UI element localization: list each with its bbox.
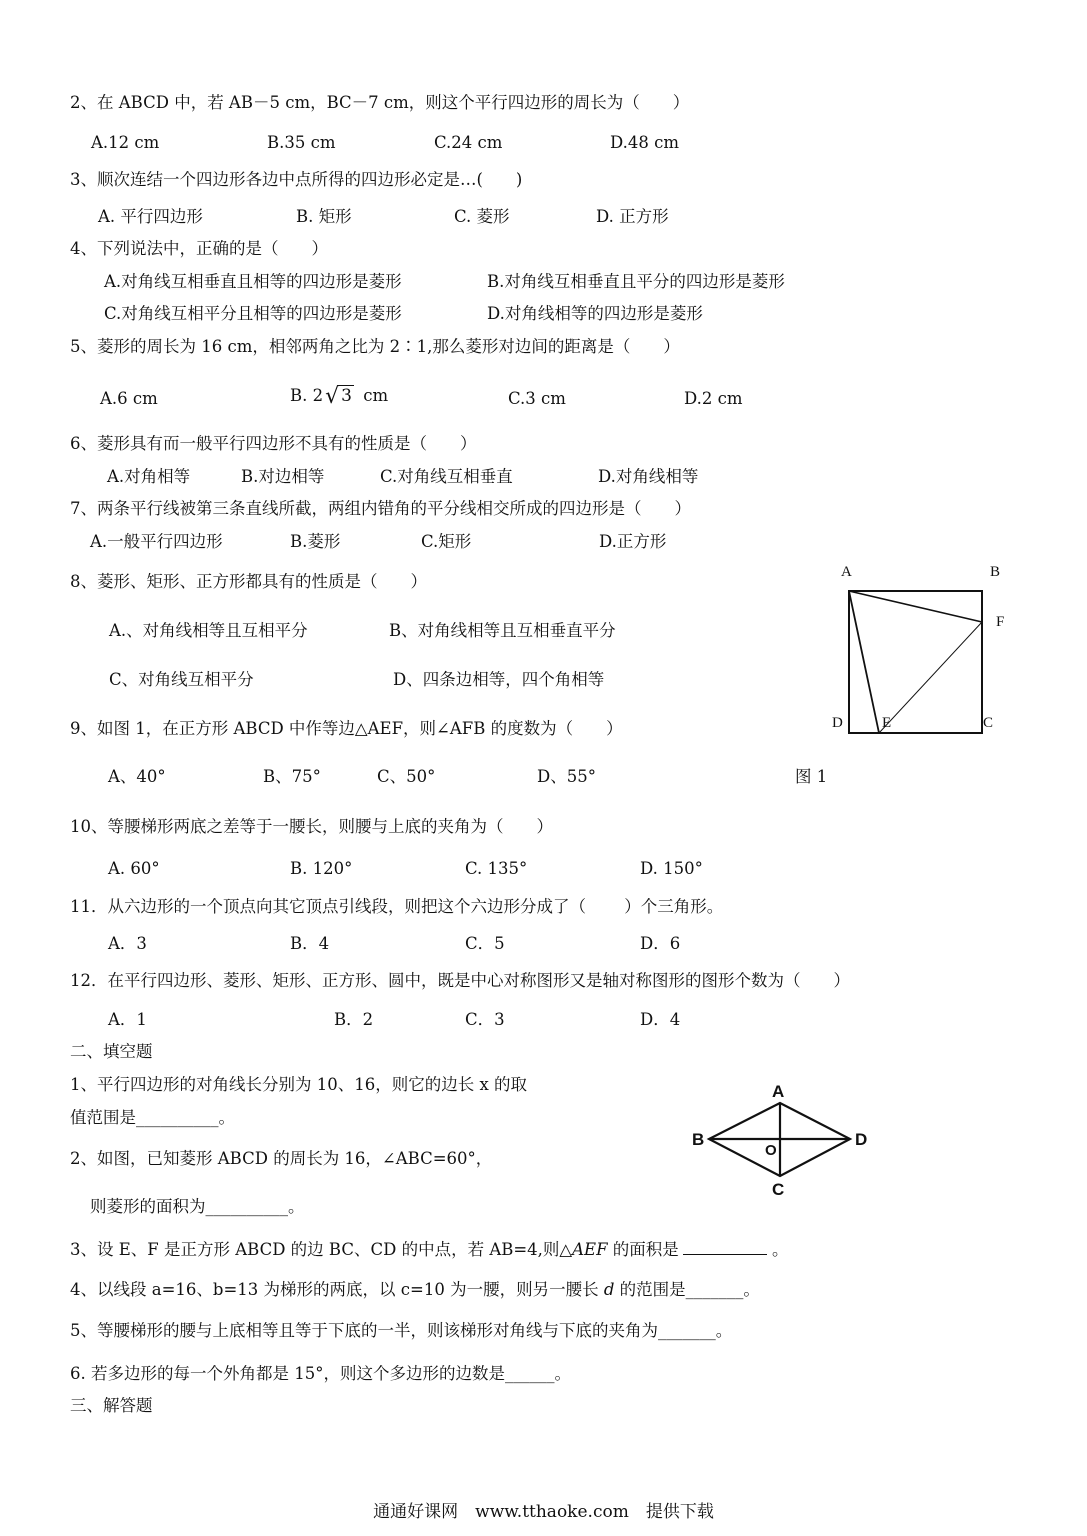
q6-option-d: D.对角线相等 xyxy=(598,467,699,486)
q5-option-b-unit: cm xyxy=(357,386,389,405)
fig2-label-b: B xyxy=(692,1130,705,1149)
q10-option-d: D. 150° xyxy=(640,859,703,878)
q6-option-a: A.对角相等 xyxy=(107,467,191,486)
q12-option-a: A．1 xyxy=(108,1010,147,1029)
q10-option-b: B. 120° xyxy=(290,859,353,878)
q5-option-d: D.2 cm xyxy=(684,389,743,408)
q4-option-c: C.对角线互相平分且相等的四边形是菱形 xyxy=(104,304,402,323)
fill-4 xyxy=(70,1280,760,1300)
fig1-label-f: F xyxy=(996,614,1005,630)
fill-1-line-1: 1、平行四边形的对角线长分别为 10、16，则它的边长 x 的取 xyxy=(70,1075,528,1094)
question-2-stem: 2、在 ABCD 中，若 AB－5 cm，BC－7 cm，则这个平行四边形的周长为（ ） xyxy=(70,93,690,112)
q3-option-c: C. 菱形 xyxy=(454,207,510,226)
fig1-label-a: A xyxy=(841,564,852,580)
q11-option-a: A．3 xyxy=(108,934,147,953)
fill-3-text-d: 。 xyxy=(766,1240,789,1259)
q11-option-d: D．6 xyxy=(640,934,681,953)
page-footer: 通通好课网 www.tthaoke.com 提供下载 xyxy=(373,1502,714,1522)
fig1-label-d: D xyxy=(832,715,843,731)
q5-option-b-prefix: B. 2 xyxy=(290,386,324,405)
fill-2-line-1: 2、如图，已知菱形 ABCD 的周长为 16，∠ABC=60°， xyxy=(70,1149,493,1168)
q5-option-c: C.3 cm xyxy=(508,389,566,408)
fill-2-line-2: 则菱形的面积为__________。 xyxy=(90,1197,305,1216)
fill-3-triangle-name: AEF xyxy=(572,1240,608,1259)
question-12-stem: 12．在平行四边形、菱形、矩形、正方形、圆中，既是中心对称图形又是轴对称图形的图形个数为（ ） xyxy=(70,971,850,990)
fill-3 xyxy=(70,1238,789,1260)
q8-option-b: B、对角线相等且互相垂直平分 xyxy=(389,621,616,640)
q8-option-a: A.、对角线相等且互相平分 xyxy=(109,621,308,640)
fig1-label-c: C xyxy=(983,715,994,731)
q12-option-c: C．3 xyxy=(465,1010,505,1029)
fill-3-answer-blank[interactable] xyxy=(683,1238,767,1255)
section-2-heading: 二、填空题 xyxy=(70,1042,153,1061)
q11-option-b: B．4 xyxy=(290,934,330,953)
fill-4-text-a: 4、以线段 a=16、b=13 为梯形的两底，以 c=10 为一腰，则另一腰长 xyxy=(70,1280,604,1299)
q2-option-b: B.35 cm xyxy=(267,133,336,152)
q7-option-a: A.一般平行四边形 xyxy=(90,532,223,551)
q7-option-b: B.菱形 xyxy=(290,532,341,551)
q9-option-d: D、55° xyxy=(537,767,596,786)
q3-option-b: B. 矩形 xyxy=(296,207,352,226)
fill-4-text-c: 的范围是_______。 xyxy=(614,1280,760,1299)
fill-1-line-2: 值范围是__________。 xyxy=(70,1108,235,1127)
q4-option-a: A.对角线互相垂直且相等的四边形是菱形 xyxy=(104,272,402,291)
q9-option-c: C、50° xyxy=(377,767,436,786)
q8-option-d: D、四条边相等，四个角相等 xyxy=(393,670,605,689)
q2-option-c: C.24 cm xyxy=(434,133,503,152)
q6-option-b: B.对边相等 xyxy=(241,467,325,486)
fig2-label-a: A xyxy=(772,1082,785,1101)
question-5-stem: 5、菱形的周长为 16 cm，相邻两角之比为 2∶1,那么菱形对边间的距离是（ ） xyxy=(70,337,680,356)
q2-option-a: A.12 cm xyxy=(91,133,160,152)
q10-option-a: A. 60° xyxy=(108,859,160,878)
q11-option-c: C．5 xyxy=(465,934,505,953)
question-9-stem: 9、如图 1，在正方形 ABCD 中作等边△AEF，则∠AFB 的度数为（ ） xyxy=(70,719,623,738)
q7-option-d: D.正方形 xyxy=(599,532,667,551)
question-11-stem: 11．从六边形的一个顶点向其它顶点引线段，则把这个六边形分成了（ ）个三角形。 xyxy=(70,897,724,916)
fill-3-text-a: 3、设 E、F 是正方形 ABCD 的边 BC、CD 的中点，若 AB=4,则△ xyxy=(70,1240,573,1259)
q7-option-c: C.矩形 xyxy=(421,532,472,551)
sqrt-radicand: 3 xyxy=(341,386,352,406)
fill-4-variable-d: d xyxy=(603,1280,615,1299)
question-4-stem: 4、下列说法中，正确的是（ ） xyxy=(70,239,328,258)
question-3-stem: 3、顺次连结一个四边形各边中点所得的四边形必定是…( ) xyxy=(70,170,523,189)
question-7-stem: 7、两条平行线被第三条直线所截，两组内错角的平分线相交所成的四边形是（ ） xyxy=(70,499,691,518)
q3-option-d: D. 正方形 xyxy=(596,207,669,226)
fig1-label-e: E xyxy=(882,715,892,731)
q2-option-d: D.48 cm xyxy=(610,133,680,152)
q12-option-b: B．2 xyxy=(334,1010,374,1029)
sqrt-symbol: √ 3 xyxy=(325,384,352,409)
question-6-stem: 6、菱形具有而一般平行四边形不具有的性质是（ ） xyxy=(70,434,477,453)
fig2-label-d: D xyxy=(855,1130,868,1149)
fig1-label-b: B xyxy=(990,564,1001,580)
q12-option-d: D．4 xyxy=(640,1010,681,1029)
q6-option-c: C.对角线互相垂直 xyxy=(380,467,513,486)
fill-6: 6. 若多边形的每一个外角都是 15°，则这个多边形的边数是______。 xyxy=(70,1364,571,1383)
q9-option-b: B、75° xyxy=(263,767,321,786)
q10-option-c: C. 135° xyxy=(465,859,528,878)
q3-option-a: A. 平行四边形 xyxy=(98,207,203,226)
fig2-label-c: C xyxy=(772,1180,785,1199)
section-3-heading: 三、解答题 xyxy=(70,1396,153,1415)
q9-option-a: A、40° xyxy=(108,767,166,786)
figure-1-caption: 图 1 xyxy=(795,767,828,786)
question-8-stem: 8、菱形、矩形、正方形都具有的性质是（ ） xyxy=(70,572,427,591)
question-10-stem: 10、等腰梯形两底之差等于一腰长，则腰与上底的夹角为（ ） xyxy=(70,817,553,836)
q5-option-a: A.6 cm xyxy=(100,389,158,408)
fig2-label-o: O xyxy=(765,1142,777,1159)
fill-5: 5、等腰梯形的腰与上底相等且等于下底的一半，则该梯形对角线与下底的夹角为_______。 xyxy=(70,1321,733,1340)
q8-option-c: C、对角线互相平分 xyxy=(109,670,254,689)
fill-3-text-c: 的面积是 xyxy=(607,1240,679,1259)
q4-option-b: B.对角线互相垂直且平分的四边形是菱形 xyxy=(487,272,785,291)
q4-option-d: D.对角线相等的四边形是菱形 xyxy=(487,304,703,323)
